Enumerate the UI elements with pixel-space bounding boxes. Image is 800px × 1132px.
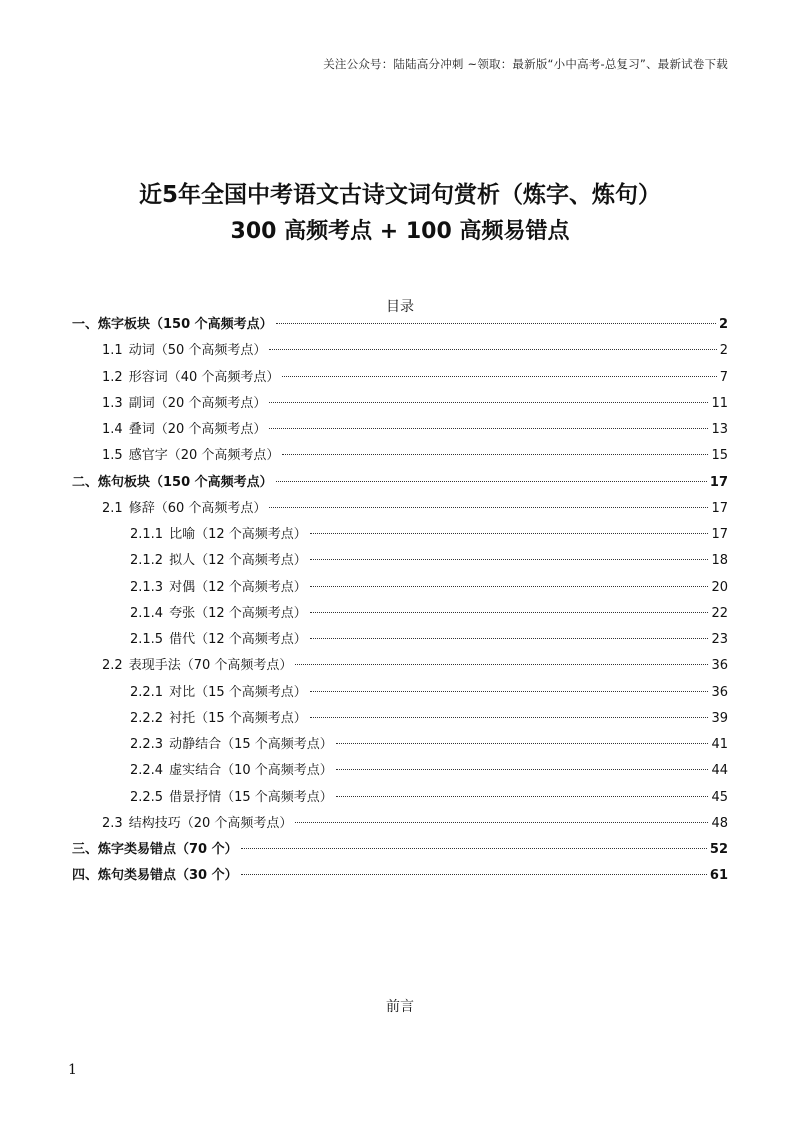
toc-entry-label: 对偶（12 个高频考点）: [169, 579, 307, 595]
toc-entry-label: 比喻（12 个高频考点）: [169, 527, 307, 542]
toc-leader: [310, 533, 709, 534]
toc-leader: [269, 428, 708, 429]
toc-entry[interactable]: [72, 863, 728, 889]
toc-leader: [276, 481, 707, 482]
toc-page-number: 22: [711, 605, 728, 621]
toc-entry-number: 2.1.4: [130, 605, 164, 621]
toc-page-number: 44: [711, 763, 728, 779]
toc-entry[interactable]: [72, 706, 728, 732]
toc-entry-number: 2.1.2: [130, 553, 164, 569]
toc-leader: [282, 454, 708, 455]
toc-entry[interactable]: [72, 575, 728, 601]
toc-entry[interactable]: [72, 312, 728, 338]
toc-entry-label: 四、炼句类易错点（30 个）: [72, 868, 238, 884]
toc-entry-number: 1.1: [102, 343, 123, 359]
toc-entry[interactable]: [72, 680, 728, 706]
toc-heading: 目录: [386, 299, 414, 315]
toc-page-number: 17: [711, 500, 728, 516]
toc-leader: [310, 717, 709, 718]
toc-entry-number: 2.2.5: [130, 789, 164, 805]
toc-entry-number: 2.1.1: [130, 527, 164, 542]
toc-page-number: 17: [709, 474, 728, 490]
toc-leader: [310, 638, 709, 639]
toc-entry[interactable]: [72, 548, 728, 574]
toc-entry[interactable]: [72, 417, 728, 443]
toc-entry-label: 动词（50 个高频考点）: [128, 343, 267, 359]
toc-entry-number: 2.2.1: [130, 684, 164, 700]
toc-page-number: 48: [711, 815, 728, 831]
toc-leader: [310, 612, 709, 613]
toc-page-number: 52: [709, 842, 728, 857]
toc-entry-number: 1.4: [102, 422, 123, 437]
page-header: 关注公众号：陆陆高分冲刺 ~领取：最新版“小中高考-总复习”、最新试卷下载: [323, 57, 728, 71]
toc-entry-label: 修辞（60 个高频考点）: [128, 500, 267, 516]
toc-page-number: 13: [711, 422, 728, 437]
toc-entry-label: 形容词（40 个高频考点）: [128, 369, 280, 385]
toc-entry-label: 虚实结合（10 个高频考点）: [169, 763, 333, 779]
toc-page-number: 17: [711, 527, 728, 542]
toc-page-number: 15: [711, 448, 728, 464]
toc-entry-label: 借代（12 个高频考点）: [169, 632, 307, 647]
toc-entry-label: 三、炼字类易错点（70 个）: [72, 842, 238, 857]
toc-entry-label: 叠词（20 个高频考点）: [128, 422, 267, 437]
toc-entry[interactable]: [72, 365, 728, 391]
toc-entry-label: 二、炼句板块（150 个高频考点）: [72, 474, 273, 490]
toc-page-number: 2: [719, 343, 728, 359]
toc-entry[interactable]: [72, 496, 728, 522]
toc-entry[interactable]: [72, 470, 728, 496]
toc-leader: [336, 796, 709, 797]
toc-entry[interactable]: [72, 811, 728, 837]
preface-heading: 前言: [386, 999, 414, 1015]
toc-entry-label: 表现手法（70 个高频考点）: [128, 658, 293, 674]
toc-entry[interactable]: [72, 522, 728, 548]
toc-entry[interactable]: [72, 338, 728, 364]
toc-entry[interactable]: [72, 391, 728, 417]
toc-entry[interactable]: [72, 653, 728, 679]
document-subtitle: 300 高频考点 + 100 高频易错点: [230, 219, 570, 244]
toc-entry[interactable]: [72, 627, 728, 653]
toc-page-number: 20: [711, 579, 728, 595]
toc-entry[interactable]: [72, 732, 728, 758]
toc-entry[interactable]: [72, 785, 728, 811]
toc-leader: [310, 559, 709, 560]
toc-leader: [310, 691, 709, 692]
toc-page-number: 23: [711, 632, 728, 647]
toc-page-number: 36: [711, 658, 728, 674]
toc-entry-number: 2.2.4: [130, 763, 164, 779]
toc-entry[interactable]: [72, 443, 728, 469]
toc-entry-number: 1.5: [102, 448, 123, 464]
page-number: 1: [68, 1062, 77, 1078]
toc-page-number: 18: [711, 553, 728, 569]
toc-leader: [269, 402, 708, 403]
toc-entry-number: 2.3: [102, 815, 123, 831]
toc-leader: [282, 376, 716, 377]
toc-entry[interactable]: [72, 837, 728, 863]
toc-entry-number: 2.1.5: [130, 632, 164, 647]
toc-page-number: 61: [709, 868, 728, 884]
toc-leader: [276, 323, 716, 324]
toc-entry-number: 2.2.3: [130, 737, 164, 752]
toc-page-number: 2: [718, 317, 728, 332]
table-of-contents: [72, 312, 728, 890]
toc-leader: [269, 349, 716, 350]
toc-leader: [269, 507, 708, 508]
toc-entry[interactable]: [72, 601, 728, 627]
toc-entry-label: 一、炼字板块（150 个高频考点）: [72, 317, 273, 332]
document-title: 近5年全国中考语文古诗文词句赏析（炼字、炼句）: [138, 182, 661, 208]
toc-page-number: 41: [711, 737, 728, 752]
toc-leader: [336, 769, 709, 770]
toc-entry-label: 拟人（12 个高频考点）: [169, 553, 307, 569]
toc-entry-label: 衬托（15 个高频考点）: [169, 710, 307, 726]
toc-entry-number: 1.3: [102, 395, 123, 411]
toc-leader: [241, 874, 707, 875]
toc-page-number: 11: [711, 395, 728, 411]
toc-entry-number: 2.1: [102, 500, 123, 516]
toc-entry-number: 2.1.3: [130, 579, 164, 595]
toc-entry-label: 副词（20 个高频考点）: [128, 395, 267, 411]
toc-entry-label: 动静结合（15 个高频考点）: [169, 737, 333, 752]
toc-entry-number: 2.2.2: [130, 710, 164, 726]
toc-page-number: 36: [711, 684, 728, 700]
toc-entry[interactable]: [72, 758, 728, 784]
toc-entry-label: 对比（15 个高频考点）: [169, 684, 307, 700]
toc-page-number: 45: [711, 789, 728, 805]
toc-leader: [241, 848, 707, 849]
toc-page-number: 7: [719, 369, 728, 385]
toc-entry-label: 结构技巧（20 个高频考点）: [128, 815, 293, 831]
toc-entry-number: 1.2: [102, 369, 123, 385]
toc-leader: [336, 743, 709, 744]
toc-entry-number: 2.2: [102, 658, 123, 674]
toc-entry-label: 借景抒情（15 个高频考点）: [169, 789, 333, 805]
toc-entry-label: 夸张（12 个高频考点）: [169, 605, 307, 621]
toc-leader: [295, 822, 708, 823]
toc-leader: [310, 586, 709, 587]
toc-leader: [295, 664, 708, 665]
toc-page-number: 39: [711, 710, 728, 726]
toc-entry-label: 感官字（20 个高频考点）: [128, 448, 280, 464]
